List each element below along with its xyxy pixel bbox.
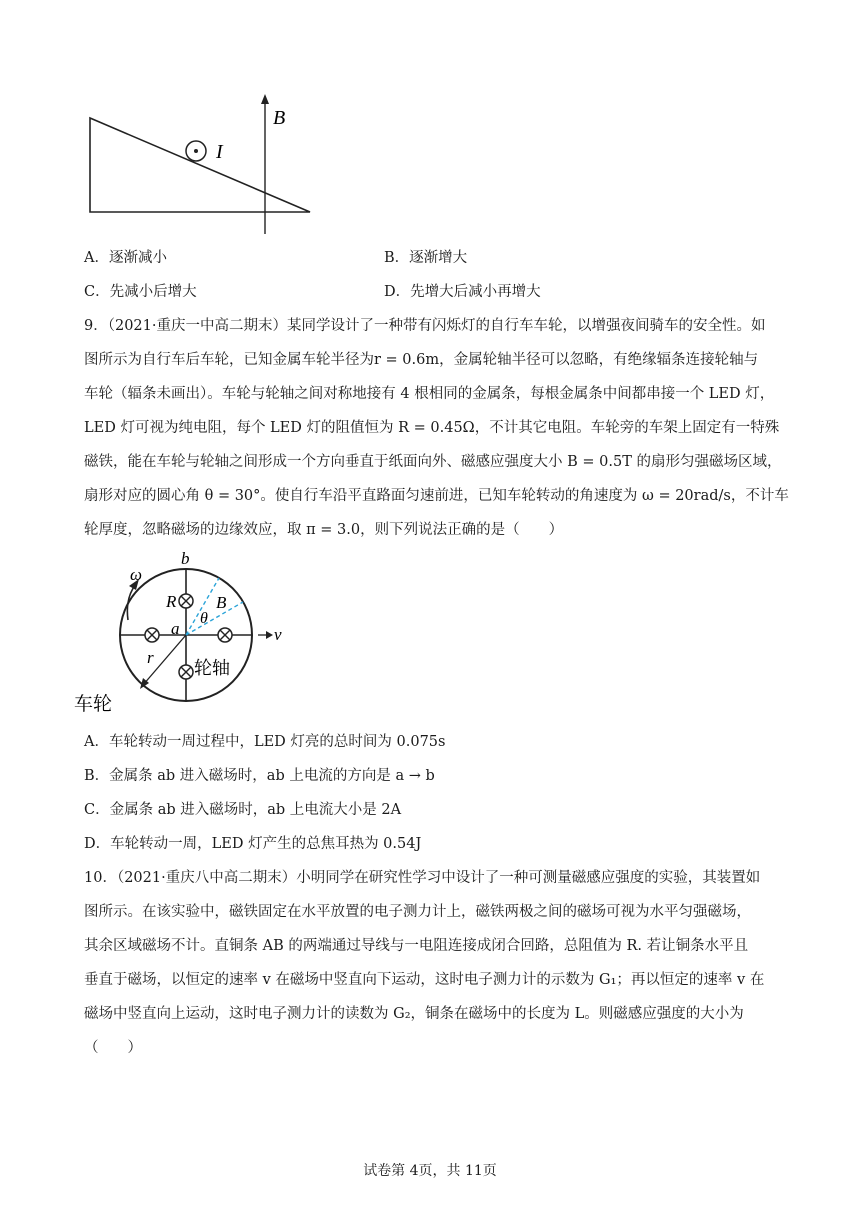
- led-lamp-right: [218, 628, 232, 642]
- label-B-field: B: [216, 593, 227, 612]
- q9-option-a: A．车轮转动一周过程中，LED 灯亮的总时间为 0.075s: [84, 734, 446, 750]
- q9-line-2: 图所示为自行车后车轮，已知金属车轮半径为r = 0.6m，金属轮轴半径可以忽略，有绝缘辐条连接轮轴与: [84, 352, 759, 368]
- led-lamp-top: [179, 594, 193, 608]
- q9-line-3: 车轮（辐条未画出）。车轮与轮轴之间对称地接有 4 根相同的金属条，每根金属条中间都串接一个 LED 灯，: [84, 386, 775, 402]
- label-I: I: [216, 141, 223, 163]
- b-axis-arrowhead: [261, 94, 269, 104]
- label-b: b: [181, 549, 190, 568]
- q10-line-6: （ ）: [84, 1040, 142, 1056]
- page-footer: 试卷第 4页，共 11页: [363, 1163, 497, 1179]
- label-wheel: 车轮: [74, 693, 113, 715]
- q9-line-1: 9．（2021·重庆一中高二期末）某同学设计了一种带有闪烁灯的自行车车轮，以增强夜间骑车的安全性。如: [84, 318, 766, 334]
- label-R: R: [166, 592, 177, 611]
- incline-figure: [78, 88, 328, 238]
- q10-line-4: 垂直于磁场，以恒定的速率 v 在磁场中竖直向下运动，这时电子测力计的示数为 G₁；再以恒定的速率 v 在: [84, 972, 765, 988]
- label-omega: ω: [130, 565, 143, 584]
- sector-edge-2: [186, 602, 243, 635]
- q10-line-2: 图所示。在该实验中，磁铁固定在水平放置的电子测力计上，磁铁两极之间的磁场可视为水平匀强磁场，: [84, 904, 751, 920]
- label-v: v: [274, 625, 282, 644]
- q10-line-5: 磁场中竖直向上运动，这时电子测力计的读数为 G₂，铜条在磁场中的长度为 L。则磁感应强度的大小为: [84, 1006, 744, 1022]
- q9-line-5: 磁铁，能在车轮与轮轴之间形成一个方向垂直于纸面向外、磁感应强度大小 B = 0.5T 的扇形匀强磁场区域，: [84, 454, 782, 470]
- q10-line-3: 其余区域磁场不计。直铜条 AB 的两端通过导线与一电阻连接成闭合回路，总阻值为 R. 若让铜条水平且: [84, 938, 749, 954]
- q8-option-b: B．逐渐增大: [384, 250, 468, 266]
- q9-line-4: LED 灯可视为纯电阻，每个 LED 灯的阻值恒为 R = 0.45Ω，不计其它电阻。车轮旁的车架上固定有一特殊: [84, 420, 780, 436]
- incline-triangle: [90, 118, 310, 212]
- q9-option-b: B．金属条 ab 进入磁场时，ab 上电流的方向是 a → b: [84, 768, 435, 784]
- q10-line-1: 10．（2021·重庆八中高二期末）小明同学在研究性学习中设计了一种可测量磁感应强度的实验，其装置如: [84, 870, 761, 886]
- label-axle: 轮轴: [194, 658, 230, 679]
- q8-option-c: C．先减小后增大: [84, 284, 197, 300]
- q9-line-7: 轮厚度，忽略磁场的边缘效应，取 π = 3.0，则下列说法正确的是（ ）: [84, 522, 564, 538]
- q8-option-d: D．先增大后减小再增大: [384, 284, 541, 300]
- rotation-arrow: [127, 584, 136, 620]
- led-lamp-bottom: [179, 665, 193, 679]
- label-a: a: [171, 619, 180, 638]
- wheel-figure: [70, 548, 300, 718]
- q9-option-d: D．车轮转动一周，LED 灯产生的总焦耳热为 0.54J: [84, 836, 422, 852]
- q9-line-6: 扇形对应的圆心角 θ = 30°。使自行车沿平直路面匀速前进，已知车轮转动的角速度为 ω = 20rad/s，不计车: [84, 488, 789, 504]
- q9-option-c: C．金属条 ab 进入磁场时，ab 上电流大小是 2A: [84, 802, 402, 818]
- label-B: B: [273, 107, 286, 129]
- label-theta: θ: [200, 610, 208, 627]
- current-dot: [194, 149, 198, 153]
- velocity-arrowhead: [266, 631, 273, 639]
- q8-option-a: A．逐渐减小: [84, 250, 167, 266]
- led-lamp-left: [145, 628, 159, 642]
- label-r: r: [147, 648, 154, 667]
